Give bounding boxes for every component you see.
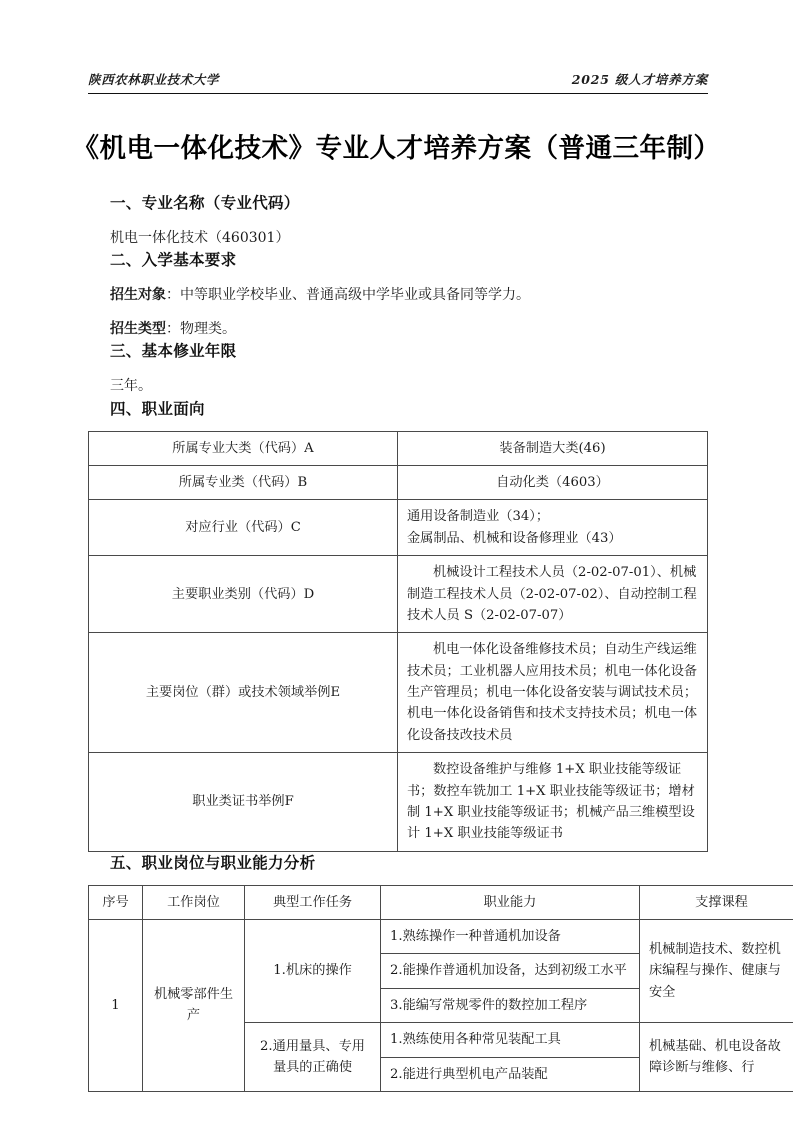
occ-value-certificates <box>398 753 708 852</box>
table-row <box>89 431 708 465</box>
cap-header-post: 工作岗位 <box>143 885 245 919</box>
table-row <box>89 500 708 556</box>
table-row <box>89 633 708 753</box>
admission-type-line <box>88 318 708 340</box>
table-row <box>89 920 793 954</box>
occ-industry-line-2: 金属制品、机械和设备修理业（43） <box>407 530 622 546</box>
occ-label-certificates: 职业类证书举例F <box>89 753 398 852</box>
occ-label-major-class: 所属专业类（代码）B <box>89 466 398 500</box>
cap-row-post-1: 机械零部件生产 <box>143 920 245 1092</box>
table-row <box>89 466 708 500</box>
cap-header-course: 支撑课程 <box>640 885 793 919</box>
cap-course-2: 机械基础、机电设备故障诊断与维修、行 <box>640 1023 793 1092</box>
capability-analysis-table <box>88 885 793 1092</box>
occ-certificates-text: 数控设备维护与维修 1+X 职业技能等级证书；数控车铣加工 1+X 职业技能等级证书；增材制 1+X 职业技能等级证书；机械产品三维模型设计 1+X 职业技能等级证书 <box>407 762 695 842</box>
document-body <box>88 192 781 1092</box>
cap-header-no: 序号 <box>89 885 143 919</box>
admission-target-line <box>88 284 708 306</box>
admission-target-value: ：中等职业学校毕业、普通高级中学毕业或具备同等学力。 <box>166 287 530 304</box>
occ-label-industry: 对应行业（代码）C <box>89 500 398 556</box>
document-title: 《机电一体化技术》专业人才培养方案（普通三年制） <box>72 133 721 164</box>
table-header-row <box>89 885 793 919</box>
admission-target-label: 招生对象 <box>110 287 166 304</box>
occ-value-major-class: 自动化类（4603） <box>398 466 708 500</box>
cap-course-1: 机械制造技术、数控机床编程与操作、健康与安全 <box>640 920 793 1023</box>
cap-ability-1-3: 3.能编写常规零件的数控加工程序 <box>381 988 640 1022</box>
cap-task-1: 1.机床的操作 <box>245 920 381 1023</box>
occ-value-job-category <box>398 556 708 633</box>
occ-value-positions <box>398 633 708 753</box>
section-heading-capability: 五、职业岗位与职业能力分析 <box>110 854 316 872</box>
running-header <box>88 70 708 94</box>
cap-header-ability: 职业能力 <box>381 885 640 919</box>
cap-ability-2-1: 1.熟练使用各种常见装配工具 <box>381 1023 640 1057</box>
occ-industry-line-1: 通用设备制造业（34）； <box>407 509 550 525</box>
admission-type-value: ：物理类。 <box>166 320 236 337</box>
cap-ability-1-2: 2.能操作普通机加设备，达到初级工水平 <box>381 954 640 988</box>
table-row <box>89 556 708 633</box>
section-heading-duration: 三、基本修业年限 <box>110 343 237 361</box>
occ-job-category-text: 机械设计工程技术人员（2-02-07-01）、机械制造工程技术人员（2-02-07-02）、自动控制工程技术人员 S（2-02-07-07） <box>407 565 697 623</box>
occ-positions-text: 机电一体化设备维修技术员；自动生产线运维技术员；工业机器人应用技术员；机电一体化设备生产管理员；机电一体化设备安装与调试技术员；机电一体化设备销售和技术支持技术员；机电一体化设备技改技术员 <box>407 642 698 743</box>
section-heading-occupation: 四、职业面向 <box>110 400 205 418</box>
occ-label-major-category: 所属专业大类（代码）A <box>89 431 398 465</box>
header-plan-label: 2025 级人才培养方案 <box>571 72 708 87</box>
occ-label-job-category: 主要职业类别（代码）D <box>89 556 398 633</box>
occupation-orientation-table <box>88 431 708 852</box>
major-name-value: 机电一体化技术（460301） <box>110 230 290 247</box>
cap-row-no-1: 1 <box>89 920 143 1092</box>
occ-value-industry <box>398 500 708 556</box>
section-heading-major-name: 一、专业名称（专业代码） <box>110 195 300 212</box>
section-heading-admission: 二、入学基本要求 <box>110 252 237 270</box>
admission-type-label: 招生类型 <box>110 320 166 337</box>
table-row <box>89 753 708 852</box>
occ-label-positions: 主要岗位（群）或技术领域举例E <box>89 633 398 753</box>
cap-task-2: 2.通用量具、专用量具的正确使 <box>245 1023 381 1092</box>
header-university-name: 陕西农林职业技术大学 <box>88 72 220 87</box>
cap-ability-2-2: 2.能进行典型机电产品装配 <box>381 1057 640 1091</box>
duration-value: 三年。 <box>110 378 152 395</box>
occ-value-major-category: 装备制造大类(46) <box>398 431 708 465</box>
cap-header-task: 典型工作任务 <box>245 885 381 919</box>
cap-ability-1-1: 1.熟练操作一种普通机加设备 <box>381 920 640 954</box>
